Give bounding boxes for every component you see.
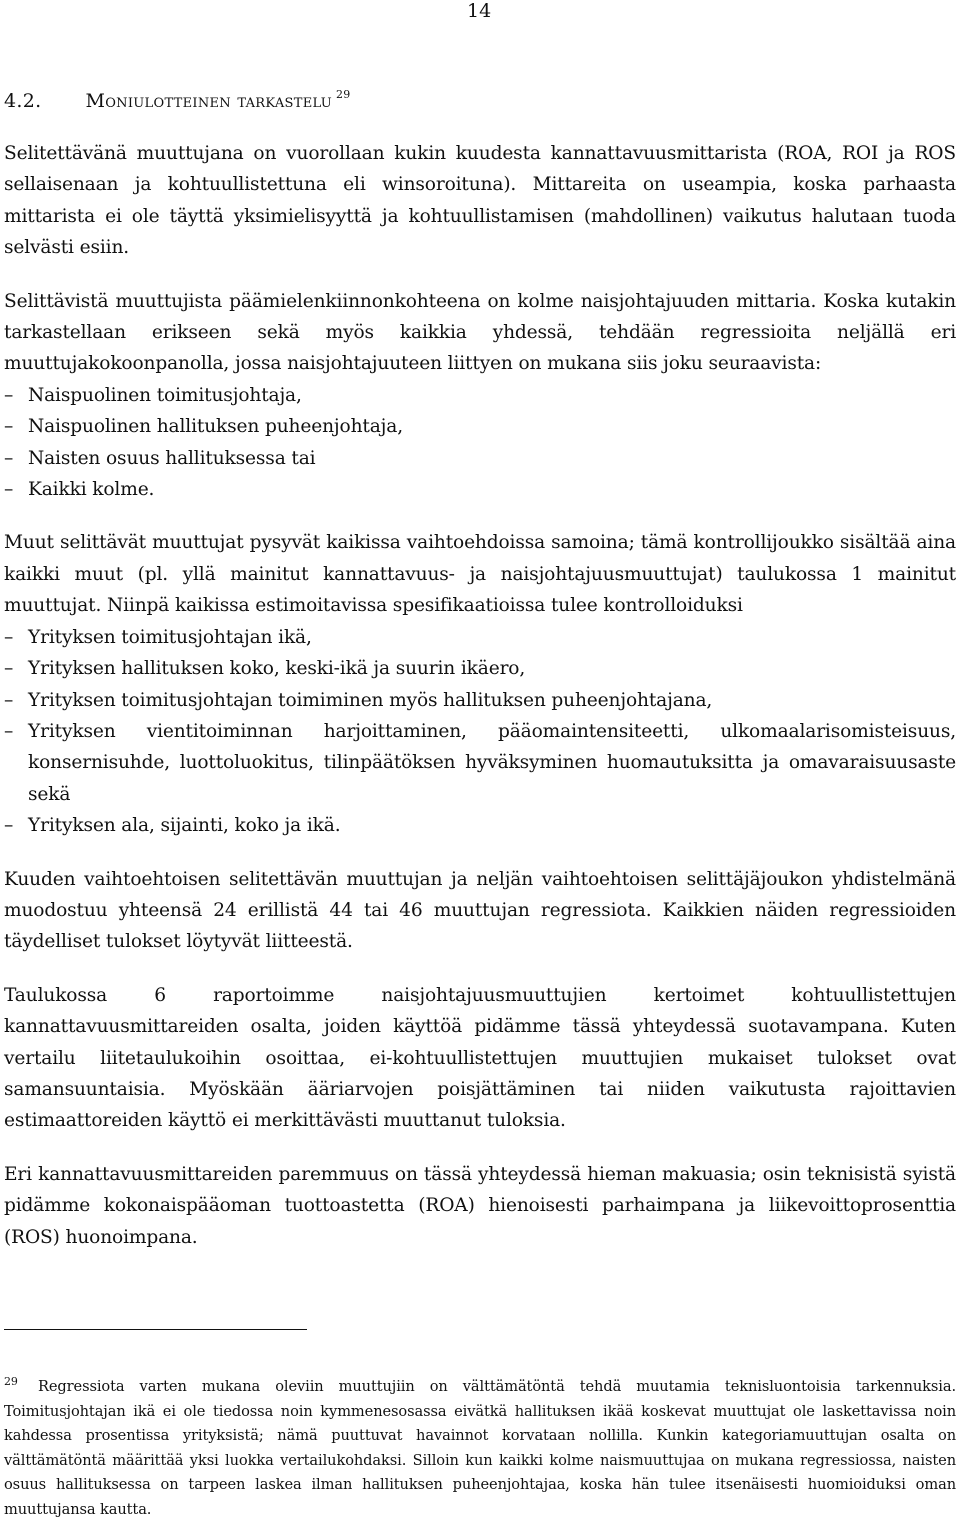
body-text [4, 138, 956, 1275]
section-title: Moniulotteinen tarkastelu [85, 90, 332, 112]
footnote [4, 1370, 956, 1523]
page-number: 14 [467, 0, 492, 22]
list-item: – Kaikki kolme. [4, 474, 956, 505]
section-number: 4.2. [4, 90, 42, 112]
list-item: – Yrityksen vientitoiminnan harjoittaminen, pääomaintensiteetti, ulkomaalarisomisteisuus, konsernisuhde, luottoluokitus, tilinpäätöksen hyväksyminen huomautuksitta ja omavaraisuusaste sekä [4, 716, 956, 810]
paragraph-dependent-variables: Selitettävänä muuttujana on vuorollaan kukin kuudesta kannattavuusmittarista (ROA, ROI ja ROS sellaisenaan ja kohtuullistettuna eli winsoroituna). Mittareita on useampia, koska parhaasta mittarista ei ole täyttä yksimielisyyttä ja kohtuullistamisen (mahdollinen) vaikutus halutaan tuoda selvästi esiin. [4, 143, 956, 259]
women-leadership-list [4, 380, 956, 506]
footnote-text: Regressiota varten mukana oleviin muuttujiin on välttämätöntä tehdä muutamia teknisluontoisia tarkennuksia. Toimitusjohtajan ikä ei ole tiedossa noin kymmenesosassa eivätkä hallituksen ikää koskevat muuttujat ole laskettavissa noin kahdessa prosentissa yrityksistä; nämä puuttuvat havainnot korvataan nollilla. Kunkin kategoriamuuttujan osalta on välttämätöntä määrittää yksi luokka vertailukohdaksi. Silloin kun kaikki kolme naismuuttujaa on mukana regressiossa, naisten osuus hallituksessa on tarpeen laskea ilman hallituksen puheenjohtajaa, koska hän tulee itsenäisesti huomioiduksi oman muuttujansa kautta. [4, 1378, 956, 1518]
paragraph-measure-preference: Eri kannattavuusmittareiden paremmuus on tässä yhteydessä hieman makuasia; osin teknisistä syistä pidämme kokonaispääoman tuottoastetta (ROA) hienoisesti parhaimpana ja liikevoittoprosenttia (ROS) huonoimpana. [4, 1163, 956, 1248]
footnote-reference: 29 [335, 88, 351, 101]
list-item: – Yrityksen toimitusjohtajan ikä, [4, 622, 956, 653]
paragraph-explanatory-variables: Selittävistä muuttujista päämielenkiinnonkohteena on kolme naisjohtajuuden mittaria. Koska kutakin tarkastellaan erikseen sekä myös kaikkia yhdessä, tehdään regressioita neljällä eri muuttujakokoonpanolla, jossa naisjohtajuuteen liittyen on mukana siis joku seuraavista: [4, 290, 956, 375]
paragraph-regression-count: Kuuden vaihtoehtoisen selitettävän muuttujan ja neljän vaihtoehtoisen selittäjäjoukon yhdistelmänä muodostuu yhteensä 24 erillistä 44 tai 46 muuttujan regressiota. Kaikkien näiden regressioiden täydelliset tulokset löytyvät liitteestä. [4, 868, 956, 953]
list-item: – Yrityksen hallituksen koko, keski-ikä ja suurin ikäero, [4, 653, 956, 684]
footnote-divider [4, 1329, 307, 1330]
list-item: – Yrityksen ala, sijainti, koko ja ikä. [4, 810, 956, 841]
list-item: – Yrityksen toimitusjohtajan toimiminen myös hallituksen puheenjohtajana, [4, 685, 956, 716]
list-item: – Naisten osuus hallituksessa tai [4, 443, 956, 474]
list-item: – Naispuolinen toimitusjohtaja, [4, 380, 956, 411]
list-item: – Naispuolinen hallituksen puheenjohtaja, [4, 411, 956, 442]
control-variables-list [4, 622, 956, 842]
paragraph-table-6: Taulukossa 6 raportoimme naisjohtajuusmuuttujien kertoimet kohtuullistettujen kannattavuusmittareiden osalta, joiden käyttöä pidämme tässä yhteydessä suotavampana. Kuten vertailu liitetaulukoihin osoittaa, ei-kohtuullistettujen muuttujien mukaiset tulokset ovat samansuuntaisia. Myöskään ääriarvojen poisjättäminen tai niiden vaikutusta rajoittavien estimaattoreiden käyttö ei merkittävästi muuttanut tuloksia. [4, 984, 956, 1132]
paragraph-control-variables: Muut selittävät muuttujat pysyvät kaikissa vaihtoehdoissa samoina; tämä kontrollijoukko sisältää aina kaikki muut (pl. yllä mainitut kannattavuus- ja naisjohtajuusmuuttujat) taulukossa 1 mainitut muuttujat. Niinpä kaikissa estimoitavissa spesifikaatioissa tulee kontrolloiduksi [4, 532, 956, 617]
footnote-marker: 29 [4, 1375, 18, 1388]
section-heading [4, 88, 351, 112]
